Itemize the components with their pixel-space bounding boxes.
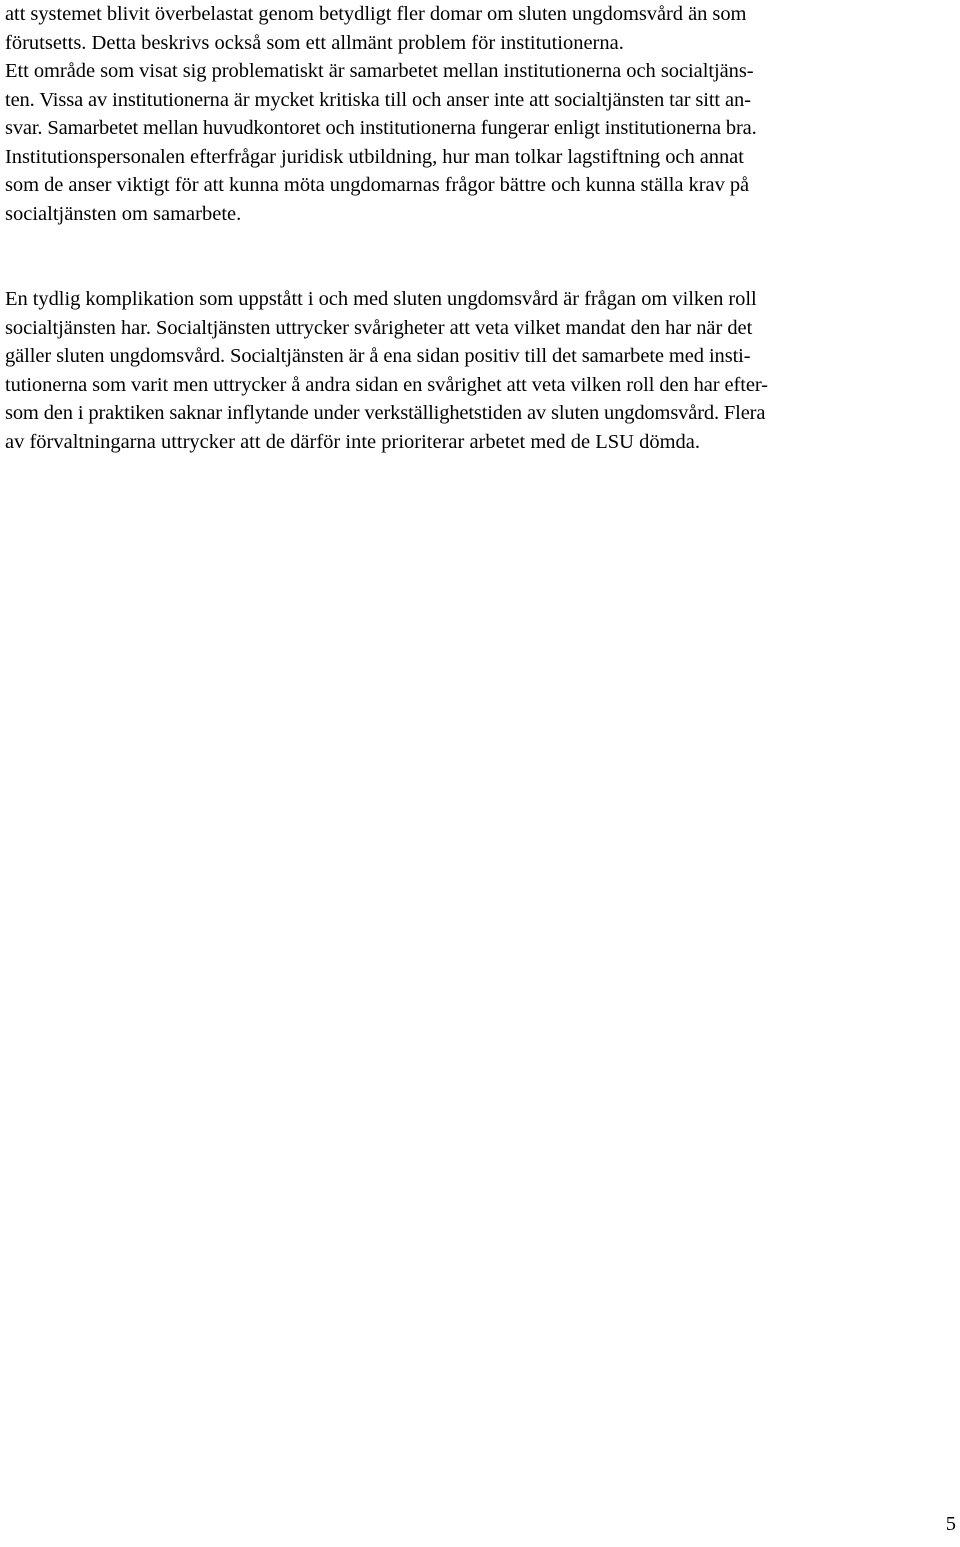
paragraph-3 [5,285,768,457]
text-line: ten. Vissa av institutionerna är mycket kritiska till och anser inte att socialtjänsten tar sitt an- [5,88,751,111]
text-line: En tydlig komplikation som uppstått i och med sluten ungdomsvård är frågan om vilken roll [5,288,757,310]
text-line: svar. Samarbetet mellan huvudkontoret och institutionerna fungerar enligt institutionerna bra. [5,117,757,140]
text-line: tutionerna som varit men uttrycker å andra sidan en svårighet att veta vilken roll den har efter- [5,373,768,396]
page-number: 5 [945,1513,956,1535]
text-line: Ett område som visat sig problematiskt är samarbetet mellan institutionerna och socialtjäns- [5,60,754,82]
text-line: av förvaltningarna uttrycker att de därför inte prioriterar arbetet med de LSU dömda. [5,430,701,453]
text-line: socialtjänsten har. Socialtjänsten uttrycker svårigheter att veta vilket mandat den har när det [5,316,753,339]
text-line: gäller sluten ungdomsvård. Socialtjänsten är å ena sidan positiv till det samarbete med insti- [5,345,751,368]
text-line: Institutionspersonalen efterfrågar juridisk utbildning, hur man tolkar lagstiftning och annat [5,145,744,168]
text-line: förutsetts. Detta beskrivs också som ett allmänt problem för institutionerna. [5,31,624,54]
text-line: som de anser viktigt för att kunna möta ungdomarnas frågor bättre och kunna ställa krav på [5,174,750,197]
text-line: som den i praktiken saknar inflytande under verkställighetstiden av sluten ungdomsvård. Flera [5,402,766,425]
text-line: socialtjänsten om samarbete. [5,202,242,225]
paragraph-2 [5,57,757,229]
text-line: att systemet blivit överbelastat genom betydligt fler domar om sluten ungdomsvård än som [5,3,747,25]
paragraph-1 [5,0,746,57]
